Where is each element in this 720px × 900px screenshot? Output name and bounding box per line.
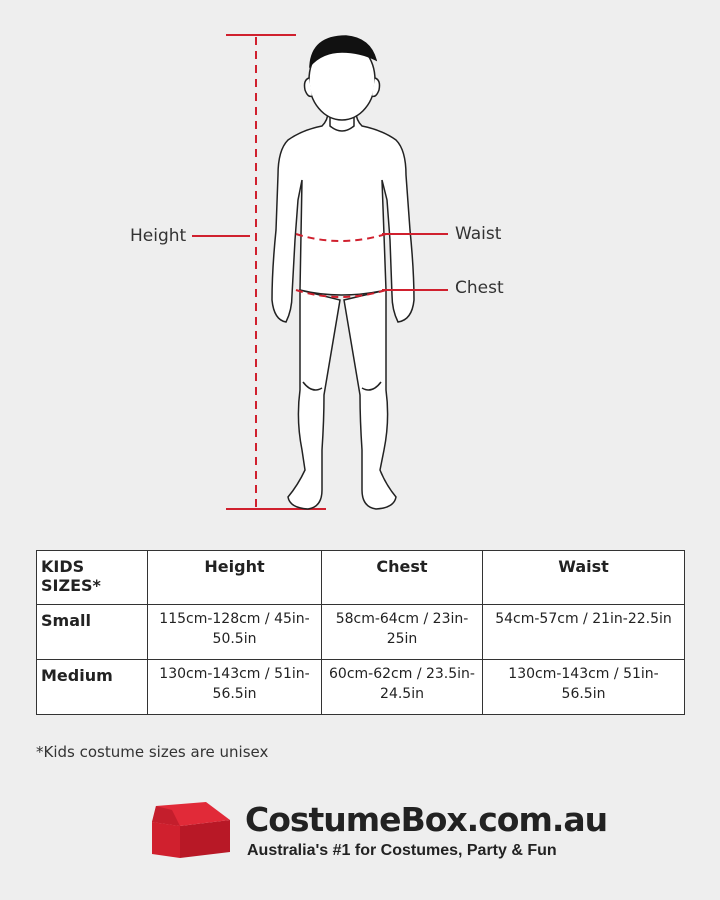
row-size-label: Small xyxy=(37,605,148,660)
waist-label: Waist xyxy=(455,224,502,244)
header-waist: Waist xyxy=(483,551,685,605)
cell-chest: 58cm-64cm / 23in-25in xyxy=(322,605,483,660)
cell-height: 130cm-143cm / 51in-56.5in xyxy=(148,660,322,715)
header-height: Height xyxy=(148,551,322,605)
unisex-footnote: *Kids costume sizes are unisex xyxy=(36,743,269,761)
table-row xyxy=(37,660,685,715)
cell-waist: 54cm-57cm / 21in-22.5in xyxy=(483,605,685,660)
child-silhouette xyxy=(272,40,414,509)
cell-waist: 130cm-143cm / 51in-56.5in xyxy=(483,660,685,715)
header-chest: Chest xyxy=(322,551,483,605)
brand-tagline: Australia's #1 for Costumes, Party & Fun xyxy=(247,842,557,859)
row-size-label: Medium xyxy=(37,660,148,715)
header-kids-sizes: KIDS SIZES* xyxy=(37,551,148,605)
red-box-icon xyxy=(150,800,234,860)
cell-chest: 60cm-62cm / 23.5in-24.5in xyxy=(322,660,483,715)
size-chart-table xyxy=(36,550,685,715)
chest-label: Chest xyxy=(455,278,504,298)
table-row xyxy=(37,605,685,660)
brand-name: CostumeBox.com.au xyxy=(245,800,608,839)
table-header-row xyxy=(37,551,685,605)
cell-height: 115cm-128cm / 45in-50.5in xyxy=(148,605,322,660)
height-label: Height xyxy=(130,226,187,246)
